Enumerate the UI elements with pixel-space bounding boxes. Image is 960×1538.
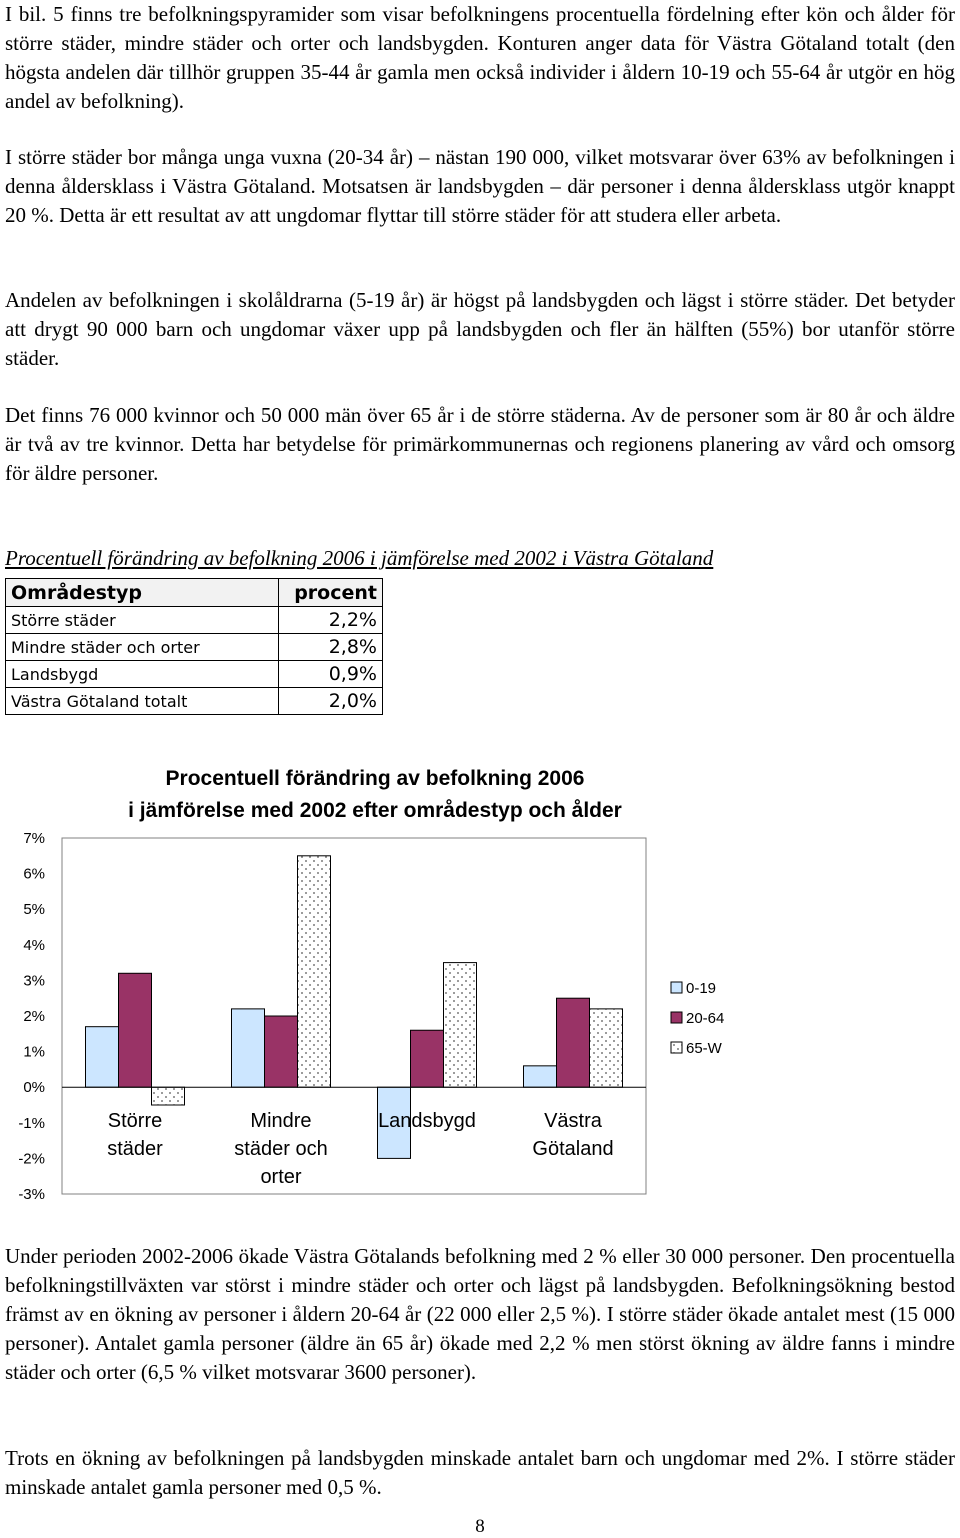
category-label: Mindre — [250, 1110, 312, 1133]
bar-0-19-0 — [86, 1027, 119, 1088]
row-name: Landsbygd — [6, 661, 279, 688]
category-label: Större — [107, 1110, 163, 1133]
table-title: Procentuell förändring av befolkning 2006 i jämförelse med 2002 i Västra Götaland — [5, 546, 714, 570]
bar-20-64-2 — [411, 1030, 444, 1087]
page-number: 8 — [475, 1516, 485, 1537]
category-label: Landsbygd — [378, 1110, 476, 1133]
y-tick-label: 5% — [23, 901, 45, 919]
chart-title-line-1: Procentuell förändring av befolkning 2006 — [165, 767, 585, 790]
y-tick-label: 0% — [23, 1079, 45, 1097]
table-row — [6, 607, 383, 634]
row-name: Mindre städer och orter — [6, 634, 279, 661]
legend-swatch — [671, 1042, 682, 1053]
y-tick-label: 1% — [23, 1043, 45, 1061]
bar-65-W-0 — [152, 1087, 185, 1105]
legend-label: 20-64 — [686, 1010, 725, 1027]
legend-label: 0-19 — [686, 980, 717, 997]
bar-65-W-3 — [590, 1009, 623, 1087]
paragraph-3: Andelen av befolkningen i skolåldrarna (5-19 år) är högst på landsbygden och lägst i större städer. Det betyder att drygt 90 000 barn och ungdomar växer upp på landsbygden och fler än hälften (55%) bor utanför större städer. — [5, 288, 955, 370]
bar-65-W-2 — [444, 963, 477, 1088]
paragraph-1: I bil. 5 finns tre befolkningspyramider som visar befolkningens procentuella fördelning efter kön och ålder för större städer, mindre städer och orter och landsbygden. Konturen anger data för Västra Götaland totalt (den högsta andelen där tillhör gruppen 35-44 år gamla men också individer i åldern 10-19 och 55-64 år utgör en hög andel av befolkning). — [5, 2, 955, 113]
legend-label: 65-W — [686, 1040, 722, 1057]
bar-20-64-3 — [557, 998, 590, 1087]
row-name: Större städer — [6, 607, 279, 634]
header-percent: procent — [279, 579, 383, 607]
y-tick-label: -3% — [18, 1186, 45, 1203]
row-value: 2,2% — [279, 607, 383, 634]
paragraph-6: Trots en ökning av befolkningen på landsbygden minskade antalet barn och ungdomar med 2%. I större städer minskade antalet gamla personer med 0,5 %. — [5, 1446, 955, 1499]
y-tick-label: 7% — [23, 830, 45, 847]
legend-swatch — [671, 1012, 682, 1023]
category-labels — [107, 1110, 613, 1188]
category-label: städer — [107, 1138, 163, 1161]
population-change-chart — [0, 755, 960, 1215]
legend — [671, 980, 724, 1057]
category-label: orter — [260, 1166, 302, 1189]
y-tick-label: -1% — [18, 1114, 45, 1132]
y-tick-label: 2% — [23, 1008, 45, 1025]
row-value: 2,8% — [279, 634, 383, 661]
bars — [86, 856, 623, 1159]
paragraph-4: Det finns 76 000 kvinnor och 50 000 män över 65 år i de större städerna. Av de personer som är 80 år och äldre är två av tre kvinnor. Detta har betydelse för primärkommunernas och regionens planering av vård och omsorg för äldre personer. — [5, 403, 955, 485]
category-label: Västra — [544, 1110, 602, 1133]
row-value: 0,9% — [279, 661, 383, 688]
population-change-table — [5, 578, 383, 715]
category-label: städer och — [234, 1138, 328, 1161]
bar-0-19-3 — [524, 1066, 557, 1087]
legend-swatch — [671, 982, 682, 993]
y-axis — [18, 830, 45, 1203]
table-row — [6, 688, 383, 715]
bar-20-64-0 — [119, 973, 152, 1087]
bar-0-19-1 — [232, 1009, 265, 1087]
table-row — [6, 634, 383, 661]
row-name: Västra Götaland totalt — [6, 688, 279, 715]
y-tick-label: 6% — [23, 865, 45, 883]
paragraph-2: I större städer bor många unga vuxna (20-34 år) – nästan 190 000, vilket motsvarar över 63% av befolkningen i denna åldersklass i Västra Götaland. Motsatsen är landsbygden – där personer i denna åldersklass utgör knappt 20 %. Detta är ett resultat av att ungdomar flyttar till större städer för att studera eller arbeta. — [5, 145, 955, 227]
category-label: Götaland — [532, 1138, 614, 1161]
chart-title-line-2: i jämförelse med 2002 efter områdestyp och ålder — [128, 799, 622, 822]
y-tick-label: 3% — [23, 972, 45, 990]
bar-20-64-1 — [265, 1016, 298, 1087]
y-tick-label: -2% — [18, 1150, 45, 1168]
bar-65-W-1 — [298, 856, 331, 1087]
row-value: 2,0% — [279, 688, 383, 715]
paragraph-5: Under perioden 2002-2006 ökade Västra Götalands befolkning med 2 % eller 30 000 personer. Den procentuella befolkningstillväxten var störst i mindre städer och orter och lägst på landsbygden. Befolkningsökning bestod främst av en ökning av personer i åldern 20-64 år (22 000 eller 2,5 %). I större städer ökade antalet mest (15 000 personer). Antalet gamla personer (äldre än 65 år) ökade med 2,2 % men störst ökning av äldre fanns i mindre städer och orter (6,5 % vilket motsvarar 3600 personer). — [5, 1244, 955, 1384]
table-row — [6, 661, 383, 688]
header-area-type: Områdestyp — [6, 579, 279, 607]
y-tick-label: 4% — [23, 936, 45, 954]
table-header-row — [6, 579, 383, 607]
